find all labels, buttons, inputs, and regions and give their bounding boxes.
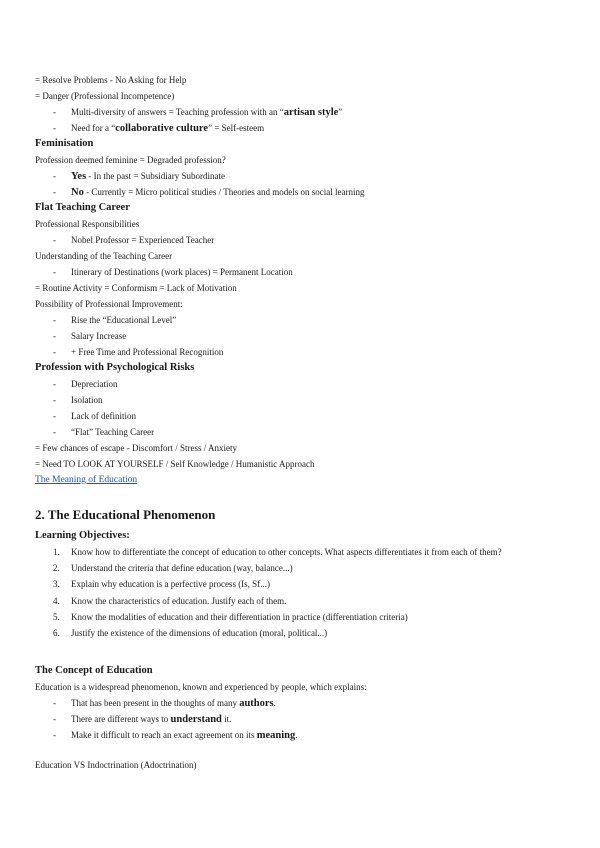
bullet-dash: -: [53, 315, 56, 325]
list-item: - Need for a “collaborative culture” = Self-esteem: [35, 120, 575, 136]
bullet-dash: -: [53, 347, 56, 357]
objective-item: 1. Know how to differentiate the concept of education to other concepts. What aspects differentiates it from each of them?: [53, 547, 502, 557]
list-item: - There are different ways to understand it.: [35, 711, 575, 727]
bullet-dash: -: [53, 427, 56, 437]
section-heading: Feminisation: [35, 138, 94, 149]
list-item: - No - Currently = Micro political studies / Theories and models on social learning: [35, 184, 575, 200]
list-item: - Nobel Professor = Experienced Teacher: [35, 232, 575, 248]
list-item: - “Flat” Teaching Career: [35, 424, 575, 440]
document-content: [35, 72, 575, 773]
list-item: - Salary Increase: [35, 328, 575, 344]
text-line: Understanding of the Teaching Career: [35, 251, 173, 261]
bullet-dash: -: [53, 379, 56, 389]
bullet-dash: -: [53, 123, 56, 133]
list-item: - Depreciation: [35, 376, 575, 392]
list-item: - Isolation: [35, 392, 575, 408]
spacer: [35, 743, 575, 757]
text-line: Education is a widespread phenomenon, known and experienced by people, which explains:: [35, 682, 367, 693]
learning-objectives-heading: Learning Objectives:: [35, 530, 130, 541]
text-line: = Danger (Professional Incompetence): [35, 91, 175, 101]
text-line: = Few chances of escape - Discomfort / Stress / Anxiety: [35, 443, 238, 453]
text-line: Education VS Indoctrination (Adoctrination): [35, 760, 197, 771]
text-line: Profession deemed feminine = Degraded profession?: [35, 155, 226, 165]
list-item: - Rise the “Educational Level”: [35, 312, 575, 328]
bullet-dash: -: [53, 187, 56, 197]
bullet-dash: -: [53, 107, 56, 117]
bullet-dash: -: [53, 267, 56, 277]
objective-item: 6. Justify the existence of the dimensions of education (moral, political...): [53, 627, 328, 638]
list-item: - Make it difficult to reach an exact agreement on its meaning.: [35, 727, 575, 743]
text-line: Possibility of Professional Improvement:: [35, 299, 183, 309]
list-item: - That has been present in the thoughts of many authors.: [35, 695, 575, 711]
objective-item: 5. Know the modalities of education and their differentiation in practice (differentiation criteria): [53, 611, 408, 622]
list-item: - Yes - In the past = Subsidiary Subordinate: [35, 168, 575, 184]
list-item: - Multi-diversity of answers = Teaching profession with an “artisan style”: [35, 104, 575, 120]
text-line: = Routine Activity = Conformism = Lack of Motivation: [35, 283, 237, 293]
concept-heading: The Concept of Education: [35, 665, 153, 677]
bullet-dash: -: [53, 331, 56, 341]
bullet-dash: -: [53, 171, 56, 181]
bullet-dash: -: [53, 411, 56, 421]
bullet-dash: -: [53, 698, 56, 709]
text-line: = Need TO LOOK AT YOURSELF / Self Knowledge / Humanistic Approach: [35, 459, 315, 469]
list-item: - + Free Time and Professional Recognition: [35, 344, 575, 360]
spacer: [35, 641, 575, 663]
objective-item: 4. Know the characteristics of education. Justify each of them.: [53, 595, 287, 606]
text-line: Professional Responsibilities: [35, 219, 140, 229]
section-heading: Profession with Psychological Risks: [35, 362, 195, 373]
section-heading: Flat Teaching Career: [35, 202, 130, 213]
list-item: - Itinerary of Destinations (work places) = Permanent Location: [35, 264, 575, 280]
bullet-dash: -: [53, 235, 56, 245]
bullet-dash: -: [53, 714, 56, 725]
bullet-dash: -: [53, 730, 56, 741]
objective-item: 2. Understand the criteria that define education (way, balance...): [53, 563, 293, 574]
list-item: - Lack of definition: [35, 408, 575, 424]
meaning-of-education-link[interactable]: The Meaning of Education: [35, 475, 138, 485]
text-line: = Resolve Problems - No Asking for Help: [35, 75, 187, 85]
objective-item: 3. Explain why education is a perfective process (Is, Sf...): [53, 579, 270, 590]
bullet-dash: -: [53, 395, 56, 405]
section-2-title: 2. The Educational Phenomenon: [35, 507, 216, 522]
